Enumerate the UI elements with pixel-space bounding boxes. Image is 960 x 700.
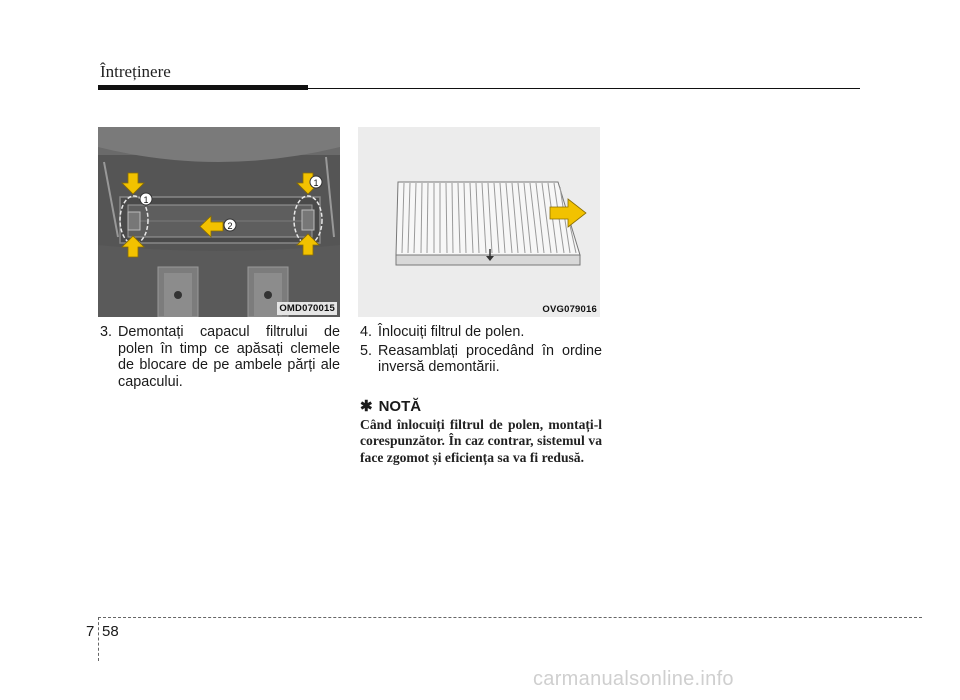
footer-divider bbox=[98, 617, 99, 661]
note-body: Când înlocuiți filtrul de polen, montați-l corespunzător. În caz contrar, sistemul va face zgomot și eficiența sa va fi redusă. bbox=[360, 417, 602, 465]
chapter-number: 7 bbox=[86, 623, 95, 640]
svg-text:2: 2 bbox=[227, 221, 233, 231]
step-text: Reasamblați procedând în ordine inversă demontării. bbox=[378, 342, 602, 375]
section-title: Întreținere bbox=[100, 62, 171, 81]
footer-rule bbox=[98, 617, 922, 618]
note-heading bbox=[360, 397, 421, 415]
step-3 bbox=[100, 324, 340, 390]
step-text: Demontați capacul filtrului de polen în timp ce apăsați clemele de blocare de pe ambele părți ale capacului. bbox=[118, 324, 340, 390]
callout-badge bbox=[224, 219, 236, 231]
step-number: 3. bbox=[100, 324, 113, 340]
figure-pollen-filter bbox=[358, 127, 600, 317]
callout-badge bbox=[310, 176, 322, 188]
figure-code: OVG079016 bbox=[542, 304, 597, 315]
page-number: 58 bbox=[102, 623, 119, 640]
callout-layer bbox=[98, 127, 340, 317]
step-4 bbox=[360, 324, 602, 341]
note-title: NOTĂ bbox=[378, 397, 422, 415]
steps-left bbox=[100, 324, 340, 392]
asterisk-icon: ✱ bbox=[360, 398, 373, 415]
svg-text:1: 1 bbox=[313, 178, 319, 188]
callout-badge bbox=[140, 193, 152, 205]
svg-text:1: 1 bbox=[143, 195, 149, 205]
watermark: carmanualsonline.info bbox=[533, 668, 734, 690]
figure-code: OMD070015 bbox=[279, 303, 335, 314]
step-5 bbox=[360, 343, 602, 376]
header-rule bbox=[98, 88, 860, 89]
step-number: 5. bbox=[360, 342, 373, 359]
steps-right bbox=[360, 324, 602, 378]
step-text: Înlocuiți filtrul de polen. bbox=[378, 324, 525, 340]
pollen-filter-illustration bbox=[358, 127, 600, 317]
figure-filter-cover bbox=[98, 127, 340, 317]
step-number: 4. bbox=[360, 324, 373, 340]
